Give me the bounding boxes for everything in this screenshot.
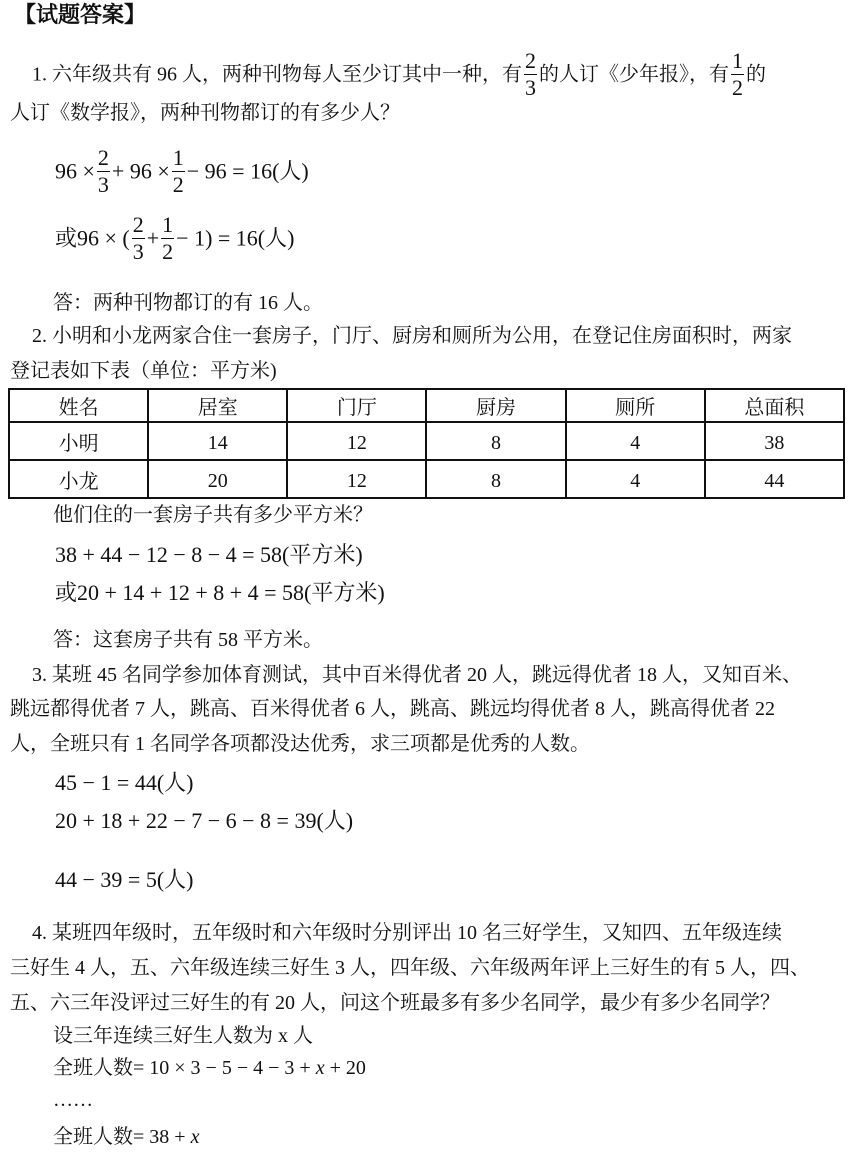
q2-line1: 2. 小明和小龙两家合住一套房子，门厅、厨房和厕所为公用，在登记住房面积时，两家 <box>32 325 792 347</box>
variable-x: x <box>190 1126 200 1148</box>
fraction-one-half <box>161 214 174 263</box>
fraction-one-half <box>731 50 744 99</box>
table-row <box>9 422 844 460</box>
table-row <box>9 460 844 498</box>
table-cell: 小龙 <box>9 460 148 498</box>
eq-part: + <box>146 225 160 251</box>
table-header-row <box>9 389 844 422</box>
q3-equation-3: 44 − 39 = 5(人) <box>55 867 194 892</box>
eq-part: 全班人数= 38 + <box>53 1126 191 1148</box>
area-registration-table <box>8 388 845 499</box>
fraction-numerator: 2 <box>525 48 536 73</box>
table-cell: 14 <box>148 422 287 460</box>
q3-equation-2: 20 + 18 + 22 − 7 − 6 − 8 = 39(人) <box>55 808 354 833</box>
fraction-two-thirds <box>524 50 537 99</box>
q4-ellipsis: …… <box>53 1089 93 1111</box>
q1-line1-text-a: 1. 六年级共有 96 人，两种刊物每人至少订其中一种，有 <box>32 63 522 86</box>
q4-step-3 <box>53 1127 199 1147</box>
q1-equation-2 <box>55 214 294 263</box>
q2-line2: 登记表如下表（单位：平方米) <box>10 360 277 382</box>
q4-line1: 4. 某班四年级时，五年级时和六年级时分别评出 10 名三好学生，又知四、五年级连续 <box>32 922 782 944</box>
table-cell: 4 <box>566 422 705 460</box>
q3-equation-1: 45 − 1 = 44(人) <box>55 770 194 795</box>
fraction-denominator: 2 <box>162 239 174 264</box>
eq-part: − 1) = 16(人) <box>176 225 295 251</box>
q2-equation-1: 38 + 44 − 12 − 8 − 4 = 58(平方米) <box>55 542 363 567</box>
q2-answer: 答：这套房子共有 58 平方米。 <box>53 629 323 651</box>
table-cell: 38 <box>705 422 844 460</box>
fraction-denominator: 3 <box>132 239 144 264</box>
q1-line2: 人订《数学报》，两种刊物都订的有多少人？ <box>10 102 400 124</box>
fraction-denominator: 2 <box>732 75 743 100</box>
fraction-denominator: 3 <box>525 75 536 100</box>
table-header-cell: 厨房 <box>426 389 565 422</box>
table-cell: 12 <box>287 422 426 460</box>
table-cell: 12 <box>287 460 426 498</box>
fraction-numerator: 1 <box>162 212 174 237</box>
eq-part: 全班人数= 10 × 3 − 5 − 4 − 3 + <box>53 1057 316 1079</box>
fraction-denominator: 2 <box>172 172 184 197</box>
fraction-numerator: 2 <box>132 212 144 237</box>
variable-x: x <box>315 1057 325 1079</box>
fraction-two-thirds <box>97 147 110 196</box>
fraction-numerator: 2 <box>97 145 109 170</box>
table-cell: 小明 <box>9 422 148 460</box>
q4-step-2 <box>53 1058 366 1078</box>
q4-line3: 五、六三年没评过三好生的有 20 人，问这个班最多有多少名同学，最少有多少名同学？ <box>10 992 780 1014</box>
q3-line1: 3. 某班 45 名同学参加体育测试，其中百米得优者 20 人，跳远得优者 18 人，又知百米、 <box>32 664 802 686</box>
q1-line1 <box>32 50 766 99</box>
eq-part: 或96 × ( <box>55 225 130 251</box>
q1-line1-text-c: 的 <box>746 63 766 86</box>
fraction-numerator: 1 <box>732 48 743 73</box>
table-header-cell: 姓名 <box>9 389 148 422</box>
section-title: 【试题答案】 <box>14 3 147 28</box>
eq-part: + 20 <box>324 1057 366 1079</box>
q4-step-1: 设三年连续三好生人数为 x 人 <box>53 1025 313 1047</box>
q3-line2: 跳远都得优者 7 人，跳高、百米得优者 6 人，跳高、跳远均得优者 8 人，跳高得优者 22 <box>10 698 775 720</box>
q2-equation-2: 或20 + 14 + 12 + 8 + 4 = 58(平方米) <box>55 580 385 605</box>
table-cell: 8 <box>426 460 565 498</box>
table-cell: 4 <box>566 460 705 498</box>
q1-equation-1 <box>55 147 309 196</box>
table-header-cell: 厕所 <box>566 389 705 422</box>
fraction-two-thirds <box>132 214 145 263</box>
table-cell: 8 <box>426 422 565 460</box>
table-cell: 44 <box>705 460 844 498</box>
q3-line3: 人，全班只有 1 名同学各项都没达优秀，求三项都是优秀的人数。 <box>10 733 590 755</box>
table-header-cell: 总面积 <box>705 389 844 422</box>
q2-question: 他们住的一套房子共有多少平方米？ <box>53 504 373 526</box>
eq-part: − 96 = 16(人) <box>186 158 309 184</box>
q1-line1-text-b: 的人订《少年报》，有 <box>539 63 729 86</box>
eq-part: + 96 × <box>111 158 170 184</box>
q1-answer: 答：两种刊物都订的有 16 人。 <box>53 292 323 314</box>
fraction-denominator: 3 <box>97 172 109 197</box>
q4-line2: 三好生 4 人，五、六年级连续三好生 3 人，四年级、六年级两年评上三好生的有 5 人，四、 <box>10 957 810 979</box>
eq-part: 96 × <box>55 158 95 184</box>
table-header-cell: 居室 <box>148 389 287 422</box>
fraction-one-half <box>172 147 185 196</box>
table-header-cell: 门厅 <box>287 389 426 422</box>
table-cell: 20 <box>148 460 287 498</box>
fraction-numerator: 1 <box>172 145 184 170</box>
